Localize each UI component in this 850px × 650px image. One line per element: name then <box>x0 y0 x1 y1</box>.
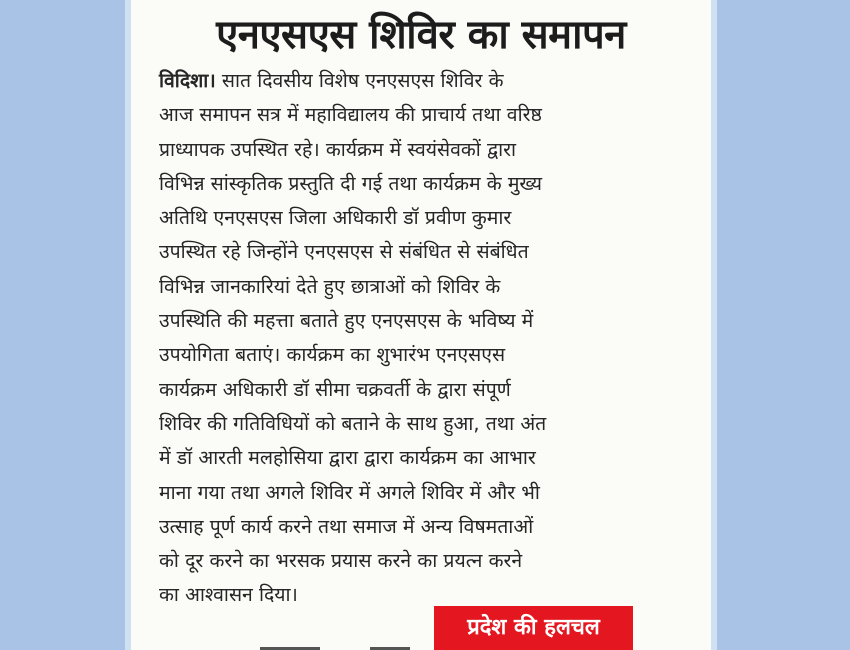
newspaper-clipping <box>131 0 711 650</box>
article-line: उपस्थित रहे जिन्होंने एनएसएस से संबंधित से संबंधित <box>159 240 529 264</box>
article-body <box>159 64 679 613</box>
article-line: का आश्वासन दिया। <box>159 583 298 607</box>
article-line: प्राध्यापक उपस्थित रहे। कार्यक्रम में स्वयंसेवकों द्वारा <box>159 137 517 161</box>
article-line <box>159 64 679 98</box>
article-line: शिविर की गतिविधियों को बताने के साथ हुआ, तथा अंत <box>159 411 547 435</box>
headline: एनएसएस शिविर का समापन <box>216 12 626 58</box>
article-line: को दूर करने का भरसक प्रयास करने का प्रयत्न करने <box>159 549 523 573</box>
article-line: आज समापन सत्र में महाविद्यालय की प्राचार्य तथा वरिष्ठ <box>159 103 542 127</box>
article-line: अतिथि एनएसएस जिला अधिकारी डॉ प्रवीण कुमार <box>159 206 512 230</box>
article-line: विभिन्न जानकारियां देते हुए छात्राओं को शिविर के <box>159 274 501 298</box>
article-line: कार्यक्रम अधिकारी डॉ सीमा चक्रवर्ती के द्वारा संपूर्ण <box>159 377 511 401</box>
brand-notch <box>426 630 434 650</box>
article-line: उपस्थिति की महत्ता बताते हुए एनएसएस के भविष्य में <box>159 309 534 333</box>
article-line: विभिन्न सांस्कृतिक प्रस्तुति दी गई तथा कार्यक्रम के मुख्य <box>159 171 543 195</box>
article-line: माना गया तथा अगले शिविर में अगले शिविर में और भी <box>159 480 540 504</box>
next-article-fragment <box>120 640 420 650</box>
article-line: उपयोगिता बताएं। कार्यक्रम का शुभारंभ एनएसएस <box>159 343 506 367</box>
article-line-text: सात दिवसीय विशेष एनएसएस शिविर के <box>215 69 504 92</box>
article-line: में डॉ आरती मलहोसिया द्वारा द्वारा कार्यक्रम का आभार <box>159 446 536 470</box>
dateline: विदिशा। <box>159 69 216 92</box>
newspaper-brand-logo: प्रदेश की हलचल <box>434 606 633 650</box>
article-line: उत्साह पूर्ण कार्य करने तथा समाज में अन्य विषमताओं <box>159 514 534 538</box>
